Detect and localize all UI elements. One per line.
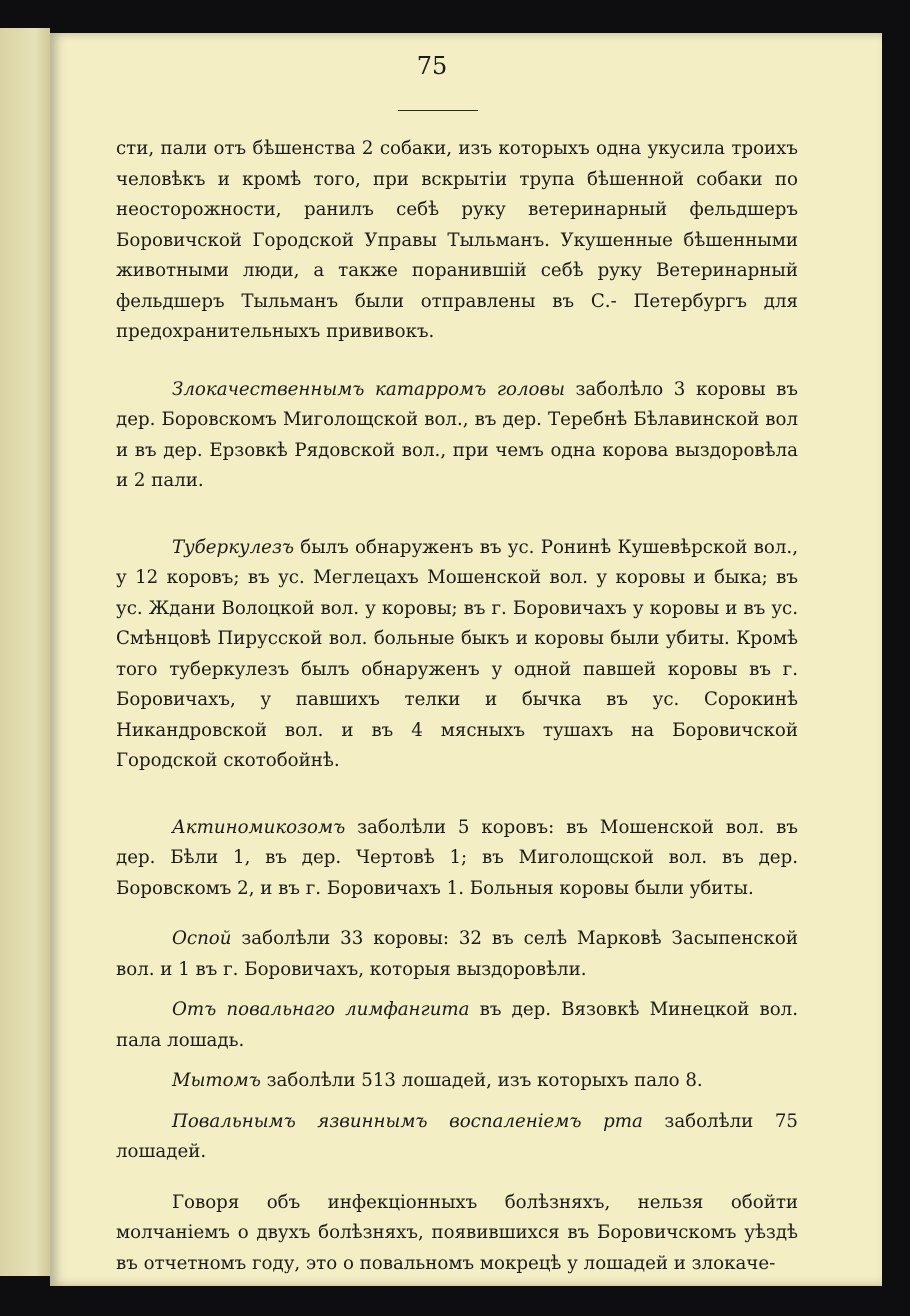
page-number: 75: [416, 52, 448, 80]
paragraph-tuberculosis: Туберкулезъ былъ обнаруженъ въ ус. Ронинѣ Кушевѣрской вол., у 12 коровъ; въ ус. Меглецахъ Мошенской вол. у коровы и быка; въ ус. Ждани Волоцкой вол. у коровы; въ г. Боровичахъ у коровы и въ ус. Смѣнцовѣ Пирусской вол. больные быкъ и коровы были убиты. Кромѣ того туберкулезъ былъ обнаруженъ у одной павшей коровы въ г. Боровичахъ, у павшихъ телки и бычка въ ус. Сорокинѣ Никандровской вол. и въ 4 мясныхъ тушахъ на Боровичской Городской скотобойнѣ.: [116, 536, 798, 771]
term-catarrh: Злокачественнымъ катарромъ головы: [172, 378, 565, 400]
paragraph-smallpox: Оспой заболѣли 33 коровы: 32 въ селѣ Марковѣ Засыпенской вол. и 1 въ г. Боровичахъ, которыя выздоровѣли.: [116, 928, 798, 980]
term-tuberculosis: Туберкулезъ: [172, 536, 294, 558]
paragraph-stomatitis: Повальнымъ язвиннымъ воспаленіемъ рта заболѣли 75 лошадей.: [116, 1110, 798, 1162]
left-page-edge: [0, 28, 50, 1276]
paragraph-infectious-intro: Говоря объ инфекціонныхъ болѣзняхъ, нельзя обойти молчаніемъ о двухъ болѣзняхъ, появившихся въ Боровичскомъ уѣздѣ въ отчетномъ году, это о повальномъ мокрецѣ у лошадей и злокаче-: [116, 1191, 798, 1274]
paragraph-catarrh: Злокачественнымъ катарромъ головы заболѣло 3 коровы въ дер. Боровскомъ Миголощской вол., въ дер. Теребнѣ Бѣлавинской вол и въ дер. Ерзовкѣ Рядовской вол., при чемъ одна корова выздоровѣла и 2 пали.: [116, 378, 798, 491]
paragraph-rabies: сти, пали отъ бѣшенства 2 собаки, изъ которыхъ одна укусила троихъ человѣкъ и кромѣ того, при вскрытіи трупа бѣшенной собаки по неосторожности, ранилъ себѣ руку ветеринарный фельдшеръ Боровичской Городской Управы Тыльманъ. Укушенные бѣшенными животными люди, а также поранившій себѣ руку Ветеринарный фельдшеръ Тыльманъ были отправлены въ С.- Петербургъ для предохранительныхъ прививокъ.: [116, 138, 798, 342]
paragraph-strangles: Мытомъ заболѣли 513 лошадей, изъ которыхъ пало 8.: [172, 1070, 703, 1091]
term-smallpox: Оспой: [172, 928, 232, 949]
term-stomatitis: Повальнымъ язвиннымъ воспаленіемъ рта: [172, 1110, 643, 1132]
term-actinomycosis: Актиномикозомъ: [172, 816, 346, 838]
page-text: [116, 134, 798, 1279]
header-rule: [398, 110, 478, 111]
paragraph-lymphangitis: Отъ повальнаго лимфангита въ дер. Вязовкѣ Минецкой вол. пала лошадь.: [116, 999, 798, 1051]
term-lymphangitis: Отъ повальнаго лимфангита: [172, 999, 470, 1020]
term-strangles: Мытомъ: [172, 1070, 261, 1091]
paragraph-actinomycosis: Актиномикозомъ заболѣли 5 коровъ: въ Мошенской вол. въ дер. Бѣли 1, въ дер. Чертовѣ 1; въ Миголощской вол. въ дер. Боровскомъ 2, и въ г. Боровичахъ 1. Больныя коровы были убиты.: [116, 816, 798, 899]
